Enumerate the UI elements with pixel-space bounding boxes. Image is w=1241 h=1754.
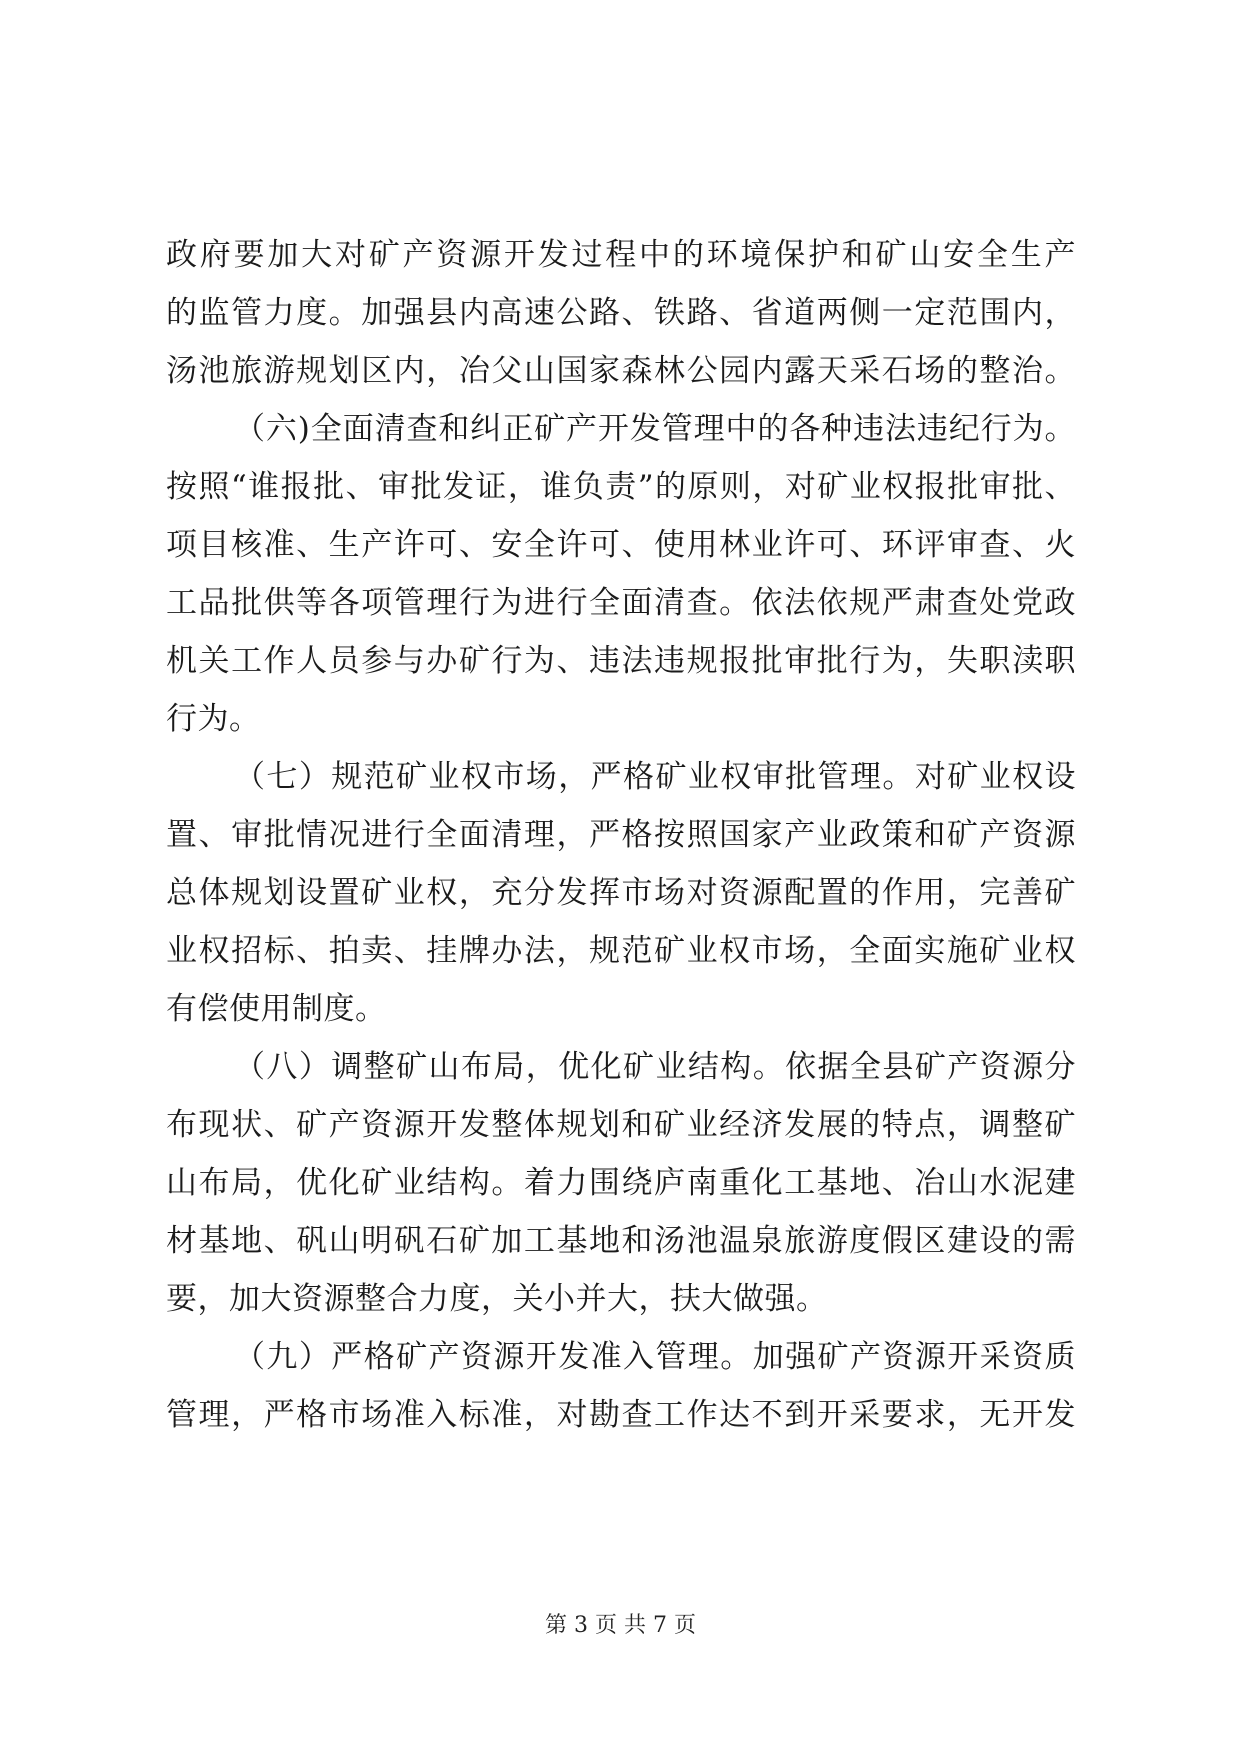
text-line: 置、审批情况进行全面清理，严格按照国家产业政策和矿产资源 xyxy=(166,817,1076,853)
text-line: （九）严格矿产资源开发准入管理。加强矿产资源开采资质 xyxy=(234,1339,1076,1375)
text-line: 有偿使用制度。 xyxy=(166,991,387,1027)
text-line: 要，加大资源整合力度，关小并大，扶大做强。 xyxy=(166,1281,828,1317)
text-line: 工品批供等各项管理行为进行全面清查。依法依规严肃查处党政 xyxy=(166,585,1076,621)
text-line: （七）规范矿业权市场，严格矿业权审批管理。对矿业权设 xyxy=(234,759,1076,795)
text-line: 按照“谁报批、审批发证，谁负责”的原则，对矿业权报批审批、 xyxy=(166,469,1076,505)
text-line: （八）调整矿山布局，优化矿业结构。依据全县矿产资源分 xyxy=(234,1049,1076,1085)
text-line: 行为。 xyxy=(166,701,261,737)
page-footer: 第 3 页 共 7 页 xyxy=(545,1613,696,1638)
text-line: 的监管力度。加强县内高速公路、铁路、省道两侧一定范围内， xyxy=(166,295,1076,331)
text-line: 布现状、矿产资源开发整体规划和矿业经济发展的特点，调整矿 xyxy=(166,1107,1076,1143)
text-line: 汤池旅游规划区内，冶父山国家森林公园内露天采石场的整治。 xyxy=(166,353,1076,389)
text-line: （六)全面清查和纠正矿产开发管理中的各种违法违纪行为。 xyxy=(234,411,1076,447)
text-line: 政府要加大对矿产资源开发过程中的环境保护和矿山安全生产 xyxy=(166,237,1076,273)
text-line: 材基地、矾山明矾石矿加工基地和汤池温泉旅游度假区建设的需 xyxy=(166,1223,1076,1259)
text-line: 管理，严格市场准入标准，对勘查工作达不到开采要求，无开发 xyxy=(166,1397,1076,1433)
text-line: 项目核准、生产许可、安全许可、使用林业许可、环评审查、火 xyxy=(166,527,1076,563)
text-line: 总体规划设置矿业权，充分发挥市场对资源配置的作用，完善矿 xyxy=(166,875,1076,911)
text-line: 业权招标、拍卖、挂牌办法，规范矿业权市场，全面实施矿业权 xyxy=(166,933,1076,969)
text-line: 山布局，优化矿业结构。着力围绕庐南重化工基地、冶山水泥建 xyxy=(166,1165,1076,1201)
text-line: 机关工作人员参与办矿行为、违法违规报批审批行为，失职渎职 xyxy=(166,643,1076,679)
document-body xyxy=(166,226,1076,1444)
